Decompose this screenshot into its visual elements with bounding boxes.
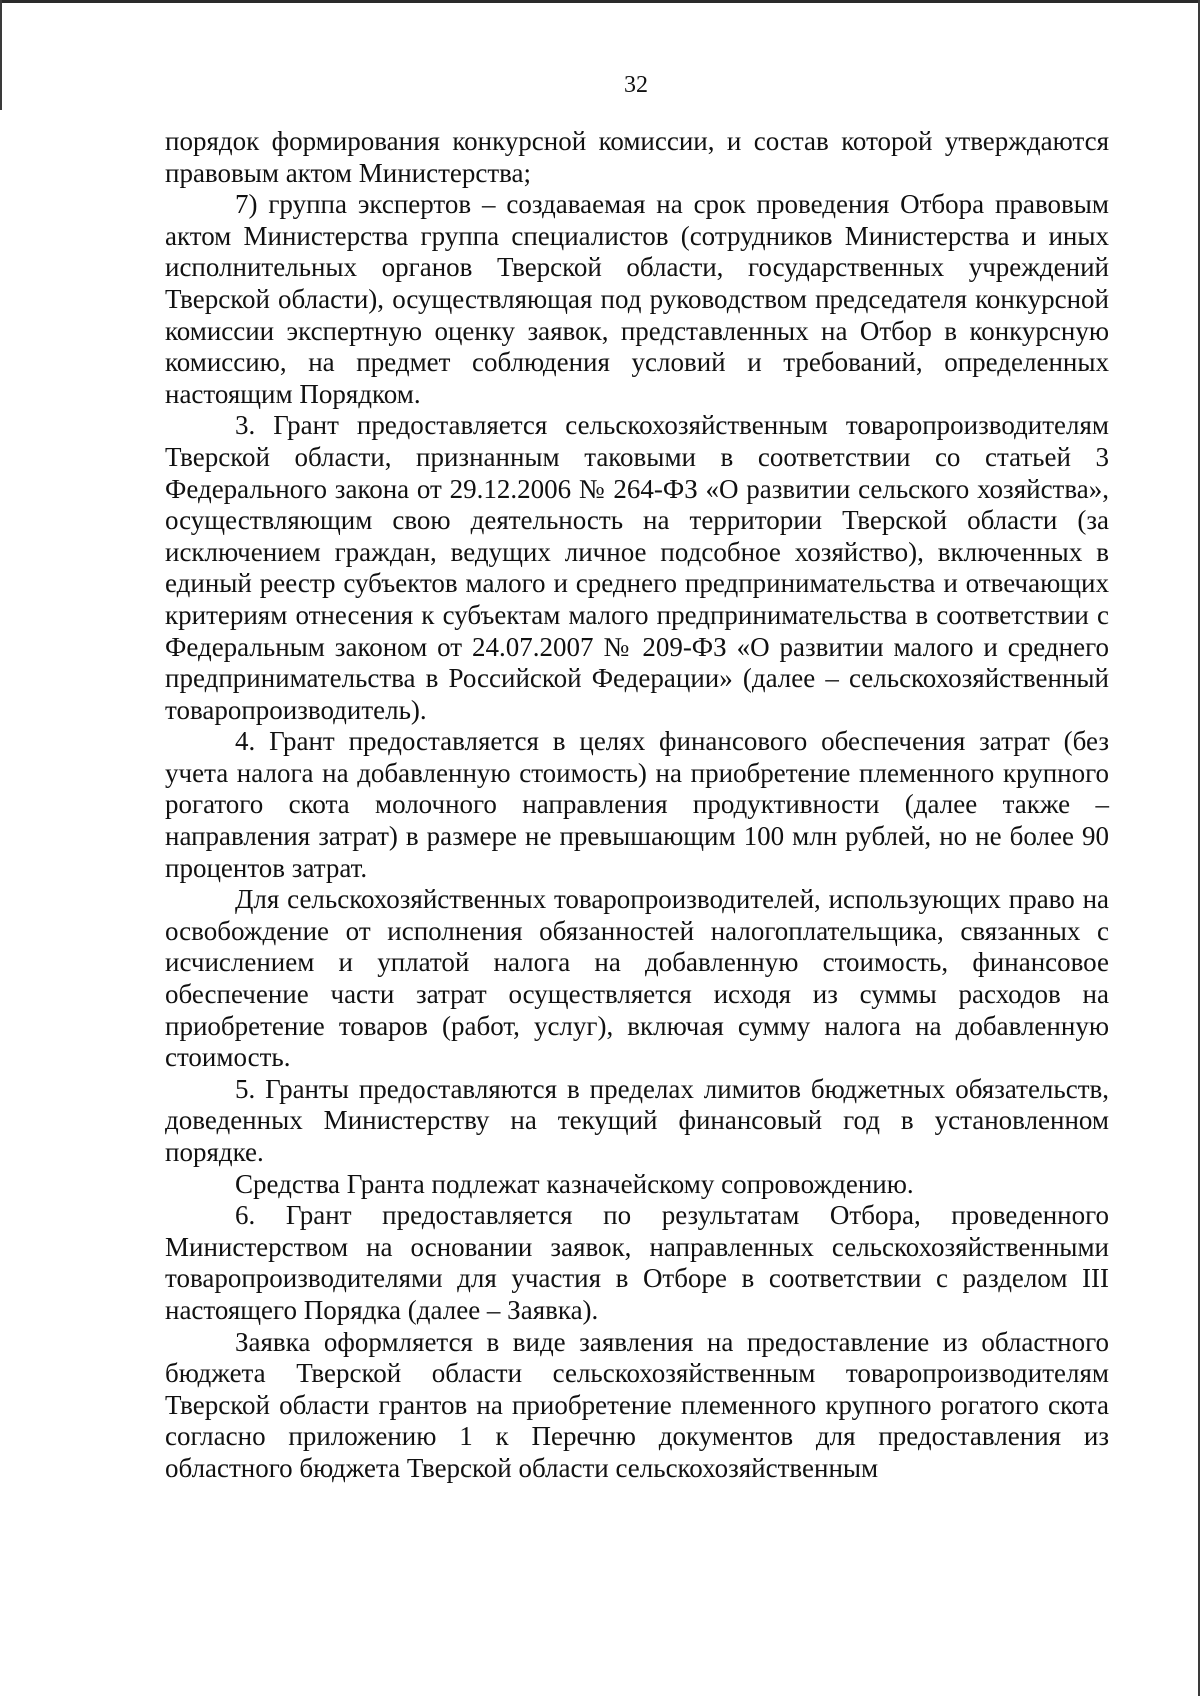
paragraph-application: Заявка оформляется в виде заявления на предоставление из областного бюджета Тверской области сельскохозяйственным товаропроизводителям Тверской области грантов на приобретение племенного крупного рогатого скота согласно приложению 1 к Перечню документов для предоставления из областного бюджета Тверской области сельскохозяйственным (165, 1326, 1109, 1483)
paragraph-vat-note: Для сельскохозяйственных товаропроизводителей, использующих право на освобождение от исполнения обязанностей налогоплательщика, связанных с исчислением и уплатой налога на добавленную стоимость, финансовое обеспечение части затрат осуществляется исходя из суммы расходов на приобретение товаров (работ, услуг), включая сумму налога на добавленную стоимость. (165, 884, 1109, 1073)
paragraph-treasury-note: Средства Гранта подлежат казначейскому сопровождению. (235, 1168, 914, 1199)
paragraph-4: 4. Грант предоставляется в целях финансового обеспечения затрат (без учета налога на добавленную стоимость) на приобретение племенного крупного рогатого скота молочного направления продуктивности (далее также – направления затрат) в размере не превышающим 100 млн рублей, но не более 90 процентов затрат. (165, 726, 1109, 883)
paragraph-3: 3. Грант предоставляется сельскохозяйственным товаропроизводителям Тверской области, признанным таковыми в соответствии со статьей 3 Федерального закона от 29.12.2006 № 264-ФЗ «О развитии сельского хозяйства», осуществляющим свою деятельность на территории Тверской области (за исключением граждан, ведущих личное подсобное хозяйство), включенных в единый реестр субъектов малого и среднего предпринимательства и отвечающих критериям отнесения к субъектам малого предпринимательства в соответствии с Федеральным законом от 24.07.2007 № 209-ФЗ «О развитии малого и среднего предпринимательства в Российской Федерации» (далее – сельскохозяйственный товаропроизводитель). (165, 410, 1109, 725)
document-body (165, 126, 1109, 1485)
paragraph-5: 5. Гранты предоставляются в пределах лимитов бюджетных обязательств, доведенных Министерству на текущий финансовый год в установленном порядке. (165, 1073, 1109, 1167)
paragraph-continuation: порядок формирования конкурсной комиссии, и состав которой утверждаются правовым актом Министерства; (165, 126, 1109, 188)
scan-edge-top (0, 0, 1200, 3)
page-number: 32 (624, 72, 648, 98)
paragraph-item-7: 7) группа экспертов – создаваемая на срок проведения Отбора правовым актом Министерства группа специалистов (сотрудников Министерства и иных исполнительных органов Тверской области, государственных учреждений Тверской области), осуществляющая под руководством председателя конкурсной комиссии экспертную оценку заявок, представленных на Отбор в конкурсную комиссию, на предмет соблюдения условий и требований, определенных настоящим Порядком. (165, 189, 1109, 409)
paragraph-6: 6. Грант предоставляется по результатам Отбора, проведенного Министерством на основании заявок, направленных сельскохозяйственными товаропроизводителями для участия в Отборе в соответствии с разделом III настоящего Порядка (далее – Заявка). (165, 1200, 1109, 1325)
